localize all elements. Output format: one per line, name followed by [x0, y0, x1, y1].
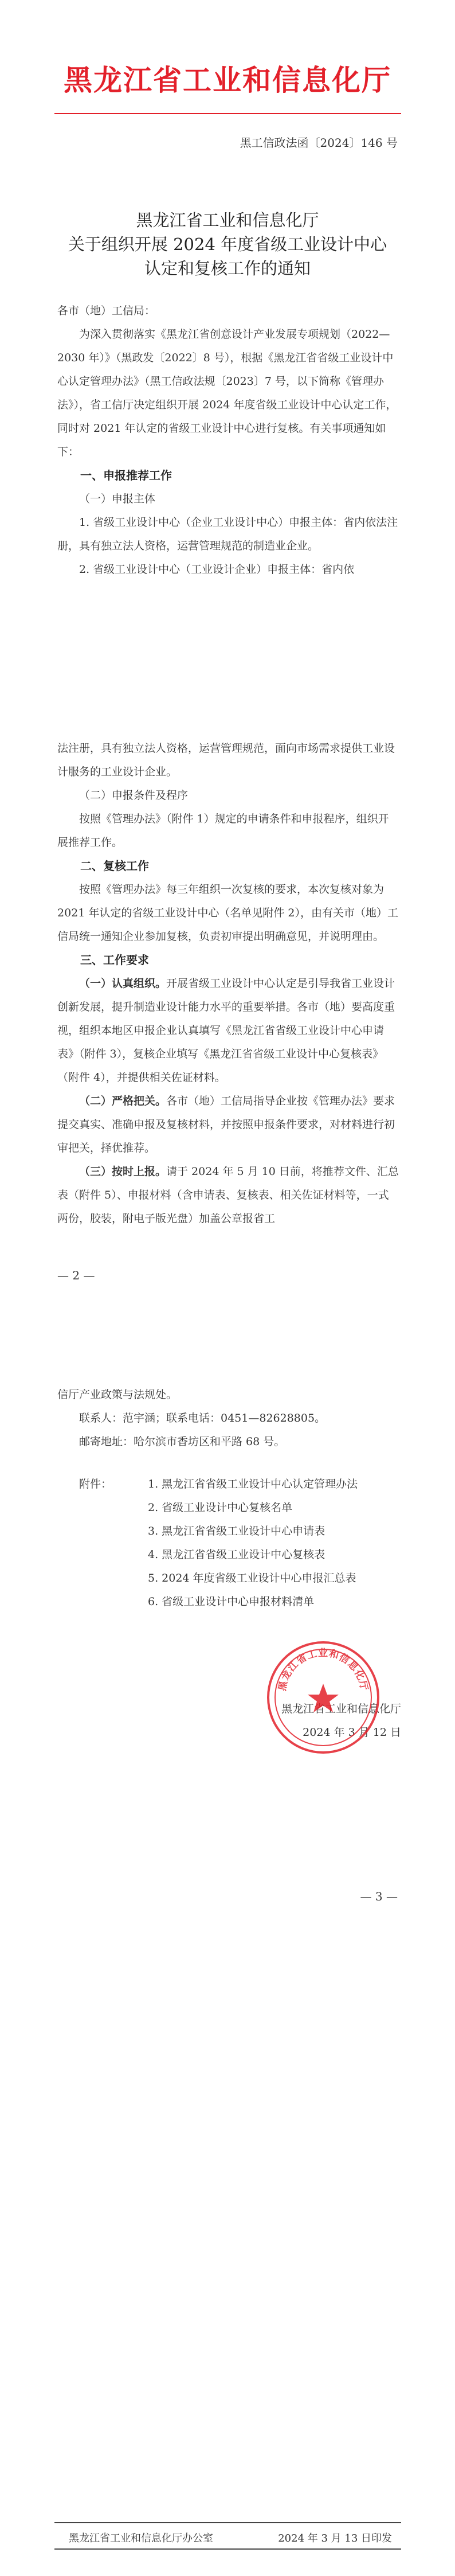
applicant-item-2-start: 2. 省级工业设计中心（工业设计企业）申报主体：省内依 [79, 563, 355, 576]
attachment-item: 1. 黑龙江省省级工业设计中心认定管理办法 [148, 1478, 358, 1490]
requirement-2-text: 各市（地）工信局指导企业按《管理办法》要求提交真实、准确申报及复核材料，并按照申报条件要求，对材料进行初审把关，择优推荐。 [57, 1095, 395, 1154]
page3-body [57, 1383, 399, 1454]
requirement-3-label: （三）按时上报。 [79, 1165, 167, 1178]
attachment-item: 5. 2024 年度省级工业设计中心申报汇总表 [148, 1572, 356, 1584]
address-line: 邮寄地址：哈尔滨市香坊区和平路 68 号。 [79, 1435, 285, 1448]
seal-text: 黑龙江省工业和信息化厅 [276, 1647, 370, 1692]
review-paragraph: 按照《管理办法》每三年组织一次复核的要求，本次复核对象为 2021 年认定的省级工业设计中心（名单见附件 2），由有关市（地）工信局统一通知企业参加复核，负责初审提出明确意见，并说明理由。 [57, 883, 399, 943]
signature-date: 2024 年 3 月 12 日 [303, 1726, 401, 1739]
header-red-divider [54, 113, 401, 114]
attachment-item: 2. 省级工业设计中心复核名单 [148, 1501, 293, 1514]
section-heading-2: 二、复核工作 [80, 859, 149, 873]
seal-graphic [269, 1644, 377, 1751]
requirement-2-label: （二）严格把关。 [79, 1095, 167, 1107]
applicant-item-1: 1. 省级工业设计中心（企业工业设计中心）申报主体：省内依法注册，具有独立法人资格，运营管理规范的制造业企业。 [57, 516, 398, 552]
attachments-label: 附件： [79, 1478, 112, 1490]
star-icon [308, 1684, 339, 1712]
attachments-list [148, 1473, 400, 1614]
applicant-item-2-cont: 法注册，具有独立法人资格，运营管理规范，面向市场需求提供工业设计服务的工业设计企业。 [57, 742, 395, 778]
salutation: 各市（地）工信局： [57, 305, 156, 317]
requirement-3-cont: 信厅产业政策与法规处。 [57, 1388, 178, 1401]
page2-body [57, 737, 399, 1231]
section-heading-1: 一、申报推荐工作 [80, 469, 172, 482]
attachment-item: 4. 黑龙江省省级工业设计中心复核表 [148, 1548, 325, 1561]
footer-office: 黑龙江省工业和信息化厅办公室 [69, 2532, 213, 2544]
footer-divider-top [54, 2522, 401, 2523]
section-heading-3: 三、工作要求 [80, 953, 149, 967]
attachment-item: 6. 省级工业设计中心申报材料清单 [148, 1595, 315, 1608]
requirement-2 [57, 1090, 399, 1160]
intro-paragraph: 为深入贯彻落实《黑龙江省创意设计产业发展专项规划（2022—2030 年）》（黑政发〔2022〕8 号），根据《黑龙江省省级工业设计中心认定管理办法》（黑工信政法规〔2023〕7 号，以下简称《管理办法》），省工信厅决定组织开展 2024 年度省级工业设计中心认定工作，同时对 2021 年认定的省级工业设计中心进行复核。有关事项通知如下： [57, 328, 397, 458]
title-line-2: 关于组织开展 2024 年度省级工业设计中心 [68, 235, 387, 254]
document-number: 黑工信政法函〔2024〕146 号 [240, 136, 398, 150]
official-seal [267, 1641, 379, 1754]
attachment-item: 3. 黑龙江省省级工业设计中心申请表 [148, 1525, 325, 1537]
requirement-1-label: （一）认真组织。 [79, 977, 167, 990]
title-line-1: 黑龙江省工业和信息化厅 [136, 210, 319, 230]
requirement-1 [57, 972, 399, 1090]
contact-line: 联系人：范宇涵；联系电话：0451—82628805。 [79, 1412, 326, 1424]
requirement-1-text: 开展省级工业设计中心认定是引导我省工业设计创新发展，提升制造业设计能力水平的重要举措。各市（地）要高度重视，组织本地区申报企业认真填写《黑龙江省省级工业设计中心申请表》（附件 3），复核企业填写《黑龙江省省级工业设计中心复核表》（附件 4），并提供相关佐证材料。 [57, 977, 395, 1084]
page-number-3: — 3 — [360, 1890, 398, 1903]
requirement-3-text: 请于 2024 年 5 月 10 日前，将推荐文件、汇总表（附件 5）、申报材料（含申请表、复核表、相关佐证材料等，一式两份，胶装，附电子版光盘）加盖公章报省工 [57, 1165, 399, 1225]
conditions-paragraph: 按照《管理办法》（附件 1）规定的申请条件和申报程序，组织开展推荐工作。 [57, 813, 389, 849]
requirement-3 [57, 1160, 399, 1231]
signature-org: 黑龙江省工业和信息化厅 [281, 1703, 401, 1715]
page1-body [57, 299, 399, 581]
subheading-conditions: （二）申报条件及程序 [79, 789, 189, 802]
page-number-2: — 2 — [57, 1269, 95, 1282]
footer-print-date: 2024 年 3 月 13 日印发 [278, 2532, 392, 2544]
issuer-header: 黑龙江省工业和信息化厅 [64, 64, 391, 97]
title-line-3: 认定和复核工作的通知 [144, 259, 311, 278]
subheading-applicant: （一）申报主体 [79, 493, 156, 505]
footer-divider-bottom [54, 2548, 401, 2550]
